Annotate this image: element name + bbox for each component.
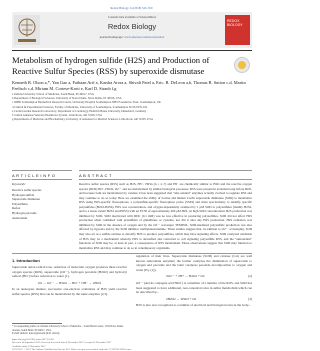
keyword-item: Redox <box>12 206 21 211</box>
keyword-item: Polysulfides <box>12 201 28 206</box>
article-title: Metabolism of hydrogen sulfide (H2S) and Production of Reactive Sulfur Species (RSS) by superoxide dismutase <box>12 55 210 76</box>
equation-1: O2 → O2·− → H2O2 → HO· + OH− → 2H2O <box>38 280 101 285</box>
equation-text: 2O2·− + 2H+ → H2O2 + O2 <box>166 274 205 279</box>
contents-line: Contents lists available at ScienceDirect <box>107 15 157 19</box>
crossmark-icon[interactable] <box>234 57 250 73</box>
header-rule <box>12 50 252 51</box>
equation-number: (2) <box>248 274 252 279</box>
equation-2 <box>136 274 252 279</box>
equation-number: (3) <box>248 296 252 301</box>
doi-and-dates[interactable]: https://doi.org/10.1016/j.redox.2017.10.016 Received 14 September 2017; Received in revised form 6 November 2017; Accepted 6 November 2017 Available online 8 November 2017 2213-2317/ © 2017 The Authors. Published by Elsevier B.V. This is an open access article under the CC BY-NC-ND license. <box>12 338 132 351</box>
crossmark-badge-icon <box>238 61 246 69</box>
homepage-link[interactable]: www.elsevier.com/locate/redox <box>124 35 165 39</box>
article-info-subrule <box>12 179 72 180</box>
abstract-heading: A B S T R A C T <box>79 173 112 178</box>
abstract-rule <box>79 170 252 171</box>
corresponding-author-footnote: * Corresponding author at: Indiana University School of Medicine – South Bend Center, 1234 Notre Dame Avenue, South Bend, IN 46617, USA. E-mail address: kolson@nd.edu (K.R. Olson). <box>12 325 124 336</box>
intro-paragraph: H2S is also now recognized as a number of electrical and biological roles in the body... <box>136 303 251 308</box>
journal-cover-thumbnail <box>225 15 250 45</box>
keyword-item: Superoxide dismutase <box>12 197 41 202</box>
intro-paragraph: In an analogous manner, successive one-electron oxidations of H2S yield reactive sulfur species (RSS) that can be metabolized by the same enzymes [2,3]. <box>12 287 127 296</box>
journal-citation[interactable]: Redox Biology 14 (2018) 545–550 <box>110 6 153 10</box>
keyword-item: Reactive sulfur species <box>12 188 42 192</box>
cover-text: REDOX BIOLOGY <box>227 19 243 27</box>
footnote-rule <box>12 323 62 324</box>
equation-text: 2H2O2 → 2H2O + O2 <box>166 296 197 301</box>
abstract-text: Reactive sulfur species (RSS) such as H2S, HS−, H2Sn (n = 2–7) and HS· are chemically similar to H2O and the reactive oxygen species (ROS) HO·, H2O2, O2·− and are metabolized by similar biological processes. RSS were present in evolution long before ROS, and because both are metabolized by catalase it has been suggested that "anti-oxidant" enzymes actually evolved to regulate RSS and may continue to do so today. Here we examined the ability of bovine and human Cu/Zn superoxide dismutase (SOD) to metabolize RSS using H2S-specific fluorophores, a polysulfide-specific fluorophore probe (SSP4) and mass spectrometry to identify specific polysulfides (H2S2-H2S6). H2S was concentration- and oxygen-dependently oxidized by 1 μM SOD to polysulfides (mainly H2S2, and to a lesser extent H2S3 and H2S5) with an EC50 of approximately 400 μM H2S. At high SOD concentrations H2S production was inhibited by SOD. SOD inactivated with DDC (0.1 mM) was no less effective in producing polysulfides. SOD did not affect H2S production when combined with persulfides of glutathione or cysteine, nor did it alter any H2S production. H2S oxidation was inhibited by SOD in the absence of oxygen and by the O2·− scavenger TEMPOL. SOD-mediated polysulfide production was also affected by hypoxia and by the SOD inhibitor triethylenetetramine. These studies suggest that, in addition to O2·− scavenging, SOD may also act as a sulfide oxidase to detoxify H2S or produce polysulfides, which may have signaling effects. SOD catalyzed oxidation of H2S may be a mechanism whereby H2S is detoxified and converted to cell signaling polysulfide RSS, and the "antioxidant" functions of SOD may be, at least in part, a consequence of RSS metabolism. These observations suggest that SOD may function to metabolize RSS and may continue to do so in contemporary organisms. <box>79 182 252 250</box>
article-info-rule <box>12 170 72 171</box>
intro-paragraph: Superoxide anion radical ions, reduction of molecular oxygen produces three reactive oxygen species (ROS), superoxide (O2·−), hydrogen peroxide (H2O2) and hydroxyl radical (HO·) before reduction to water [1]. <box>12 265 127 279</box>
introduction-heading: 1. Introduction <box>12 258 40 263</box>
journal-title: Redox Biology <box>107 22 157 31</box>
abstract-subrule <box>79 179 252 180</box>
keyword-item: Hydrogen sulfide <box>12 192 35 197</box>
equation-3 <box>136 297 252 302</box>
keyword-item: Antioxidant <box>12 215 28 220</box>
intro-left-column <box>12 265 127 297</box>
affiliations: a Indiana University School of Medicine, South Bend, IN 46617, USA b Department of Biological Sciences, University of Notre Dame, Notre Dame, IN 46556, USA c NIHR Southampton Biomedical Research Centre, University Hospital Southampton NHS Foundation Trust, Southampton, UK d Clinical & Experimental Sciences, Faculty of Medicine, University of Southampton, Southampton SO16 6YD, UK e Cardiovascular Research Laboratory, Department of Cardiology, Heinrich Heine University, Düsseldorf, Germany f Central Arkansas Veteran's Healthcare System, Little Rock, AR 72205, USA g Departments of Medicine and Biochemistry, University of Arkansas for Medical Sciences, Little Rock, AR 72205, USA <box>12 92 161 122</box>
journal-homepage: journal homepage: www.elsevier.com/locate/redox <box>99 35 165 39</box>
intro-paragraph: O2·− (and its conjugate acid HO2·) is a member of a number of the ROS, and SOD has been suggested to have additional, non-canonical roles in sulfur metabolism which can be described by... <box>136 280 252 295</box>
keywords-list <box>12 188 72 220</box>
journal-header <box>12 12 252 48</box>
elsevier-logo-icon <box>14 15 40 45</box>
intro-paragraph: regulation of their lives. Superoxide dismutase (SOD) and catalase (Cat) are well known antioxidant enzymes; the former catalyzes the dismutation of superoxide to oxygen and peroxide and the latter catalyzes peroxide decomposition to oxygen and water (Eq. (1)). <box>136 254 252 272</box>
author-list: Kenneth R. Olson a,*, Yan Gao a, Faihaan Arif a, Karsha Arora a, Shivali Patel a, Eric. R. DeLeon a,b, Thomas R. Sutton c,d, Martin Feelisch c,d, Miriam M. Cortese-Krott e, Karl D. Straub f,g <box>12 80 246 91</box>
keywords-label: Keywords: <box>12 182 26 186</box>
intro-right-column <box>136 254 252 308</box>
keyword-item: Hydrogen peroxide <box>12 210 37 215</box>
article-info-heading: A R T I C L E I N F O <box>12 173 56 178</box>
